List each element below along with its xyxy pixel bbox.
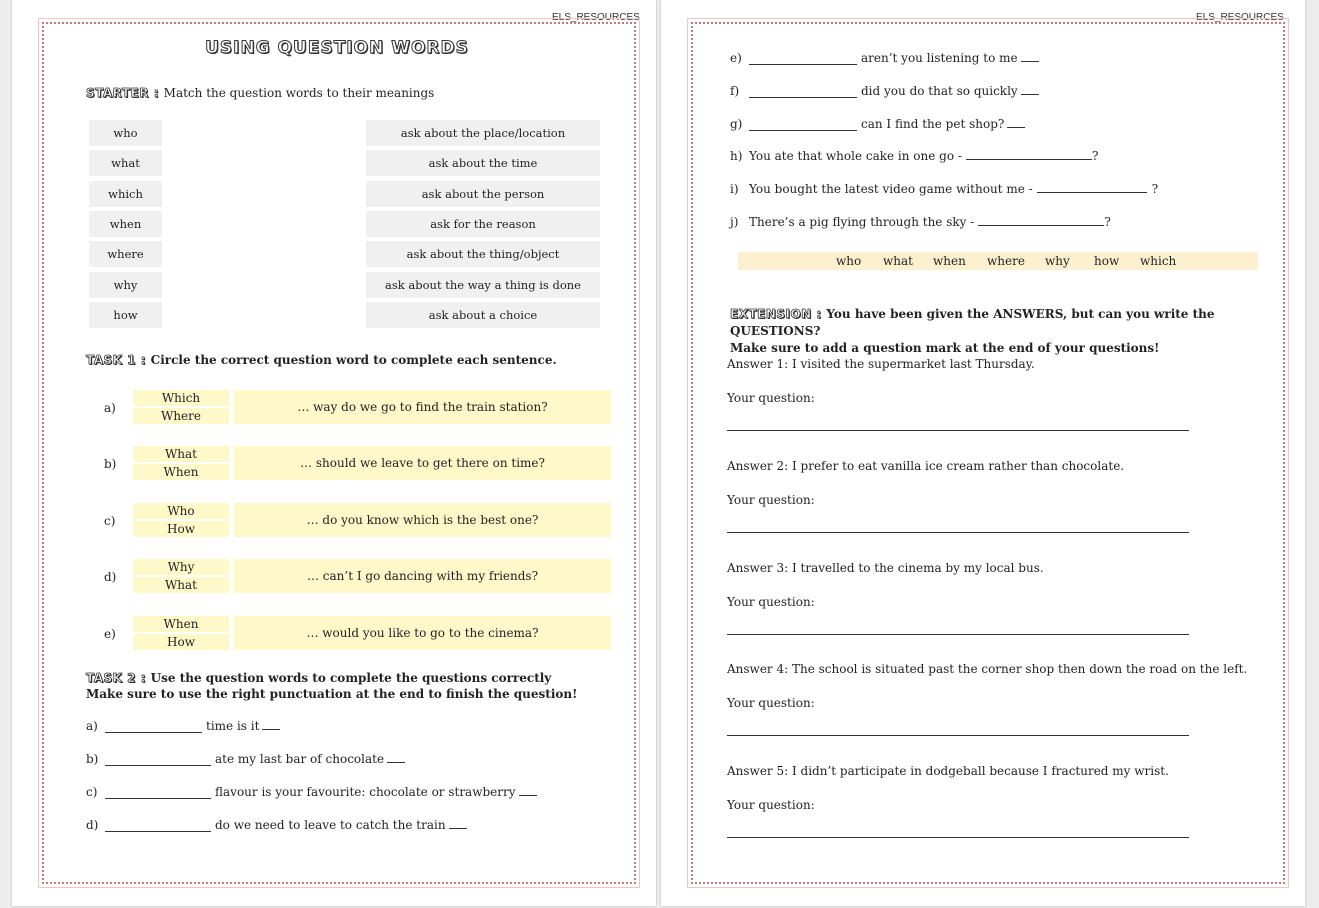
task2-item-text <box>749 215 1111 229</box>
starter-word-why: why <box>89 272 162 298</box>
task2-item-text <box>749 149 1098 163</box>
starter-word-how: how <box>89 302 162 328</box>
starter-heading <box>86 86 434 100</box>
punctuation-blank[interactable] <box>449 827 467 829</box>
your-question-label: Your question: <box>727 391 815 405</box>
extension-answer: Answer 4: The school is situated past the corner shop then down the road on the left. <box>727 662 1248 677</box>
task2-sep: : <box>136 671 151 685</box>
task2-item-text-content: do we need to leave to catch the train <box>215 818 446 832</box>
starter-meaning: ask about the place/location <box>366 120 600 146</box>
task2-item-text-content: You bought the latest video game without me - <box>749 182 1033 197</box>
task1-option-2[interactable]: When <box>133 464 229 480</box>
task1-heading <box>86 353 557 367</box>
answer-blank[interactable] <box>749 96 857 98</box>
task2-item-text <box>861 84 1039 98</box>
task2-item-text <box>861 117 1025 131</box>
task2-instruction-1: Use the question words to complete the questions correctly <box>150 671 552 685</box>
task2-item-text-content: ate my last bar of chocolate <box>215 752 385 766</box>
task2-instruction-2: Make sure to use the right punctuation at the end to finish the question! <box>86 687 578 701</box>
extension-label: EXTENSION <box>730 307 812 321</box>
task1-sentence: … way do we go to find the train station? <box>234 390 611 424</box>
question-mark: ? <box>1091 149 1099 164</box>
starter-meaning: ask about the time <box>366 150 600 176</box>
extension-heading <box>730 306 1305 357</box>
task2-heading <box>86 670 577 702</box>
task1-option-1[interactable]: Why <box>133 559 229 575</box>
extension-answer: Answer 1: I visited the supermarket last Thursday. <box>727 357 1035 371</box>
task2-item-letter: e) <box>730 51 742 65</box>
word-bank-why: why <box>1045 254 1070 268</box>
punctuation-blank[interactable] <box>1021 93 1039 95</box>
task2-item-letter: g) <box>730 116 743 131</box>
extension-instruction-2: Make sure to add a question mark at the end of your questions! <box>730 341 1160 355</box>
task2-item-text-content: aren’t you listening to me <box>861 51 1018 65</box>
your-question-label: Your question: <box>727 696 815 711</box>
task1-sentence: … should we leave to get there on time? <box>234 446 611 480</box>
starter-meaning: ask about the person <box>366 181 600 207</box>
question-mark: ? <box>1151 182 1159 197</box>
starter-meaning: ask for the reason <box>366 211 600 237</box>
punctuation-blank[interactable] <box>1021 60 1039 62</box>
task1-item-letter: d) <box>104 570 117 585</box>
answer-blank[interactable] <box>966 158 1092 160</box>
punctuation-blank[interactable] <box>262 728 280 730</box>
word-bank <box>738 252 1258 270</box>
starter-meaning: ask about a choice <box>366 302 600 328</box>
answer-blank[interactable] <box>105 731 202 733</box>
extension-answer: Answer 5: I didn’t participate in dodgeball because I fractured my wrist. <box>727 764 1169 779</box>
task2-item-letter: i) <box>730 182 739 197</box>
answer-blank[interactable] <box>105 830 211 832</box>
extension-answer: Answer 2: I prefer to eat vanilla ice cream rather than chocolate. <box>727 458 1125 473</box>
task1-item-letter: a) <box>104 401 116 415</box>
starter-word-when: when <box>89 211 162 237</box>
word-bank-what: what <box>883 254 913 268</box>
extension-sep: : <box>811 307 827 321</box>
task1-option-2[interactable]: Where <box>133 408 229 424</box>
task2-item-letter: d) <box>86 818 99 832</box>
task1-option-2[interactable]: What <box>133 577 229 593</box>
word-bank-where: where <box>987 254 1025 268</box>
starter-sep: : <box>149 86 164 100</box>
task1-sentence: … do you know which is the best one? <box>234 503 611 537</box>
word-bank-when: when <box>933 254 966 268</box>
answer-blank[interactable] <box>749 63 857 65</box>
task2-label: TASK 2 <box>86 671 137 685</box>
task1-item-letter: e) <box>104 626 116 641</box>
task1-sentence: … can’t I go dancing with my friends? <box>234 559 611 593</box>
task2-item-text-content: time is it <box>206 719 260 733</box>
task2-item-letter: c) <box>86 785 98 799</box>
task2-item-text-content: There’s a pig flying through the sky - <box>749 215 975 229</box>
task1-item-letter: b) <box>104 457 117 472</box>
task2-item-text <box>861 51 1039 65</box>
worksheet-page-left <box>12 0 656 906</box>
answer-blank[interactable] <box>105 797 211 799</box>
answer-blank[interactable] <box>978 224 1104 226</box>
task2-item-text-content: You ate that whole cake in one go - <box>749 149 962 164</box>
task1-option-1[interactable]: Who <box>133 503 229 519</box>
starter-word-who: who <box>89 120 162 146</box>
task2-item-letter: a) <box>86 719 98 733</box>
starter-label: STARTER <box>86 86 150 100</box>
task2-item-text <box>215 818 467 832</box>
task2-item-text-content: did you do that so quickly <box>861 83 1018 98</box>
worksheet-page-right <box>661 0 1305 906</box>
starter-meaning: ask about the way a thing is done <box>366 272 600 298</box>
word-bank-which: which <box>1140 254 1177 268</box>
task1-option-2[interactable]: How <box>133 634 229 650</box>
task2-item-text <box>215 785 537 799</box>
your-question-line[interactable] <box>727 734 1189 736</box>
your-question-line[interactable] <box>727 633 1189 635</box>
task1-option-1[interactable]: Which <box>133 390 229 406</box>
task2-item-text <box>749 182 1158 196</box>
task1-option-1[interactable]: When <box>133 616 229 632</box>
your-question-label: Your question: <box>727 798 815 813</box>
task2-item-letter: f) <box>730 83 740 98</box>
starter-instruction: Match the question words to their meanings <box>163 86 435 100</box>
header-tag: ELS_RESOURCES <box>552 12 640 23</box>
punctuation-blank[interactable] <box>387 761 405 763</box>
your-question-line[interactable] <box>727 531 1189 533</box>
starter-word-what: what <box>89 150 162 176</box>
task1-sep: : <box>136 353 151 367</box>
punctuation-blank[interactable] <box>1007 126 1025 128</box>
task1-option-2[interactable]: How <box>133 521 229 537</box>
your-question-label: Your question: <box>727 492 815 507</box>
your-question-label: Your question: <box>727 594 815 609</box>
starter-meaning: ask about the thing/object <box>366 241 600 267</box>
task1-item-letter: c) <box>104 513 116 528</box>
your-question-line[interactable] <box>727 429 1189 431</box>
page-title: USING QUESTION WORDS <box>205 38 469 58</box>
answer-blank[interactable] <box>105 764 211 766</box>
task2-item-letter: b) <box>86 752 99 766</box>
task2-item-text <box>215 752 405 766</box>
word-bank-how: how <box>1094 254 1120 268</box>
your-question-line[interactable] <box>727 836 1189 838</box>
task2-item-text-content: flavour is your favourite: chocolate or strawberry <box>215 785 516 799</box>
punctuation-blank[interactable] <box>519 794 537 796</box>
question-mark: ? <box>1104 215 1111 229</box>
answer-blank[interactable] <box>1037 191 1147 193</box>
task2-item-letter: j) <box>730 215 739 229</box>
answer-blank[interactable] <box>749 129 857 131</box>
task1-instruction: Circle the correct question word to complete each sentence. <box>150 353 557 367</box>
header-tag: ELS_RESOURCES <box>1196 12 1284 23</box>
task2-item-letter: h) <box>730 149 743 164</box>
task2-item-text <box>206 719 280 733</box>
task1-label: TASK 1 <box>86 353 137 367</box>
starter-word-where: where <box>89 241 162 267</box>
starter-word-which: which <box>89 181 162 207</box>
extension-instruction-1: You have been given the ANSWERS, but can you write the QUESTIONS? <box>730 307 1215 338</box>
task1-option-1[interactable]: What <box>133 446 229 462</box>
word-bank-who: who <box>836 254 862 268</box>
extension-answer: Answer 3: I travelled to the cinema by my local bus. <box>727 560 1044 575</box>
task2-item-text-content: can I find the pet shop? <box>861 116 1005 131</box>
task1-sentence: … would you like to go to the cinema? <box>234 616 611 650</box>
